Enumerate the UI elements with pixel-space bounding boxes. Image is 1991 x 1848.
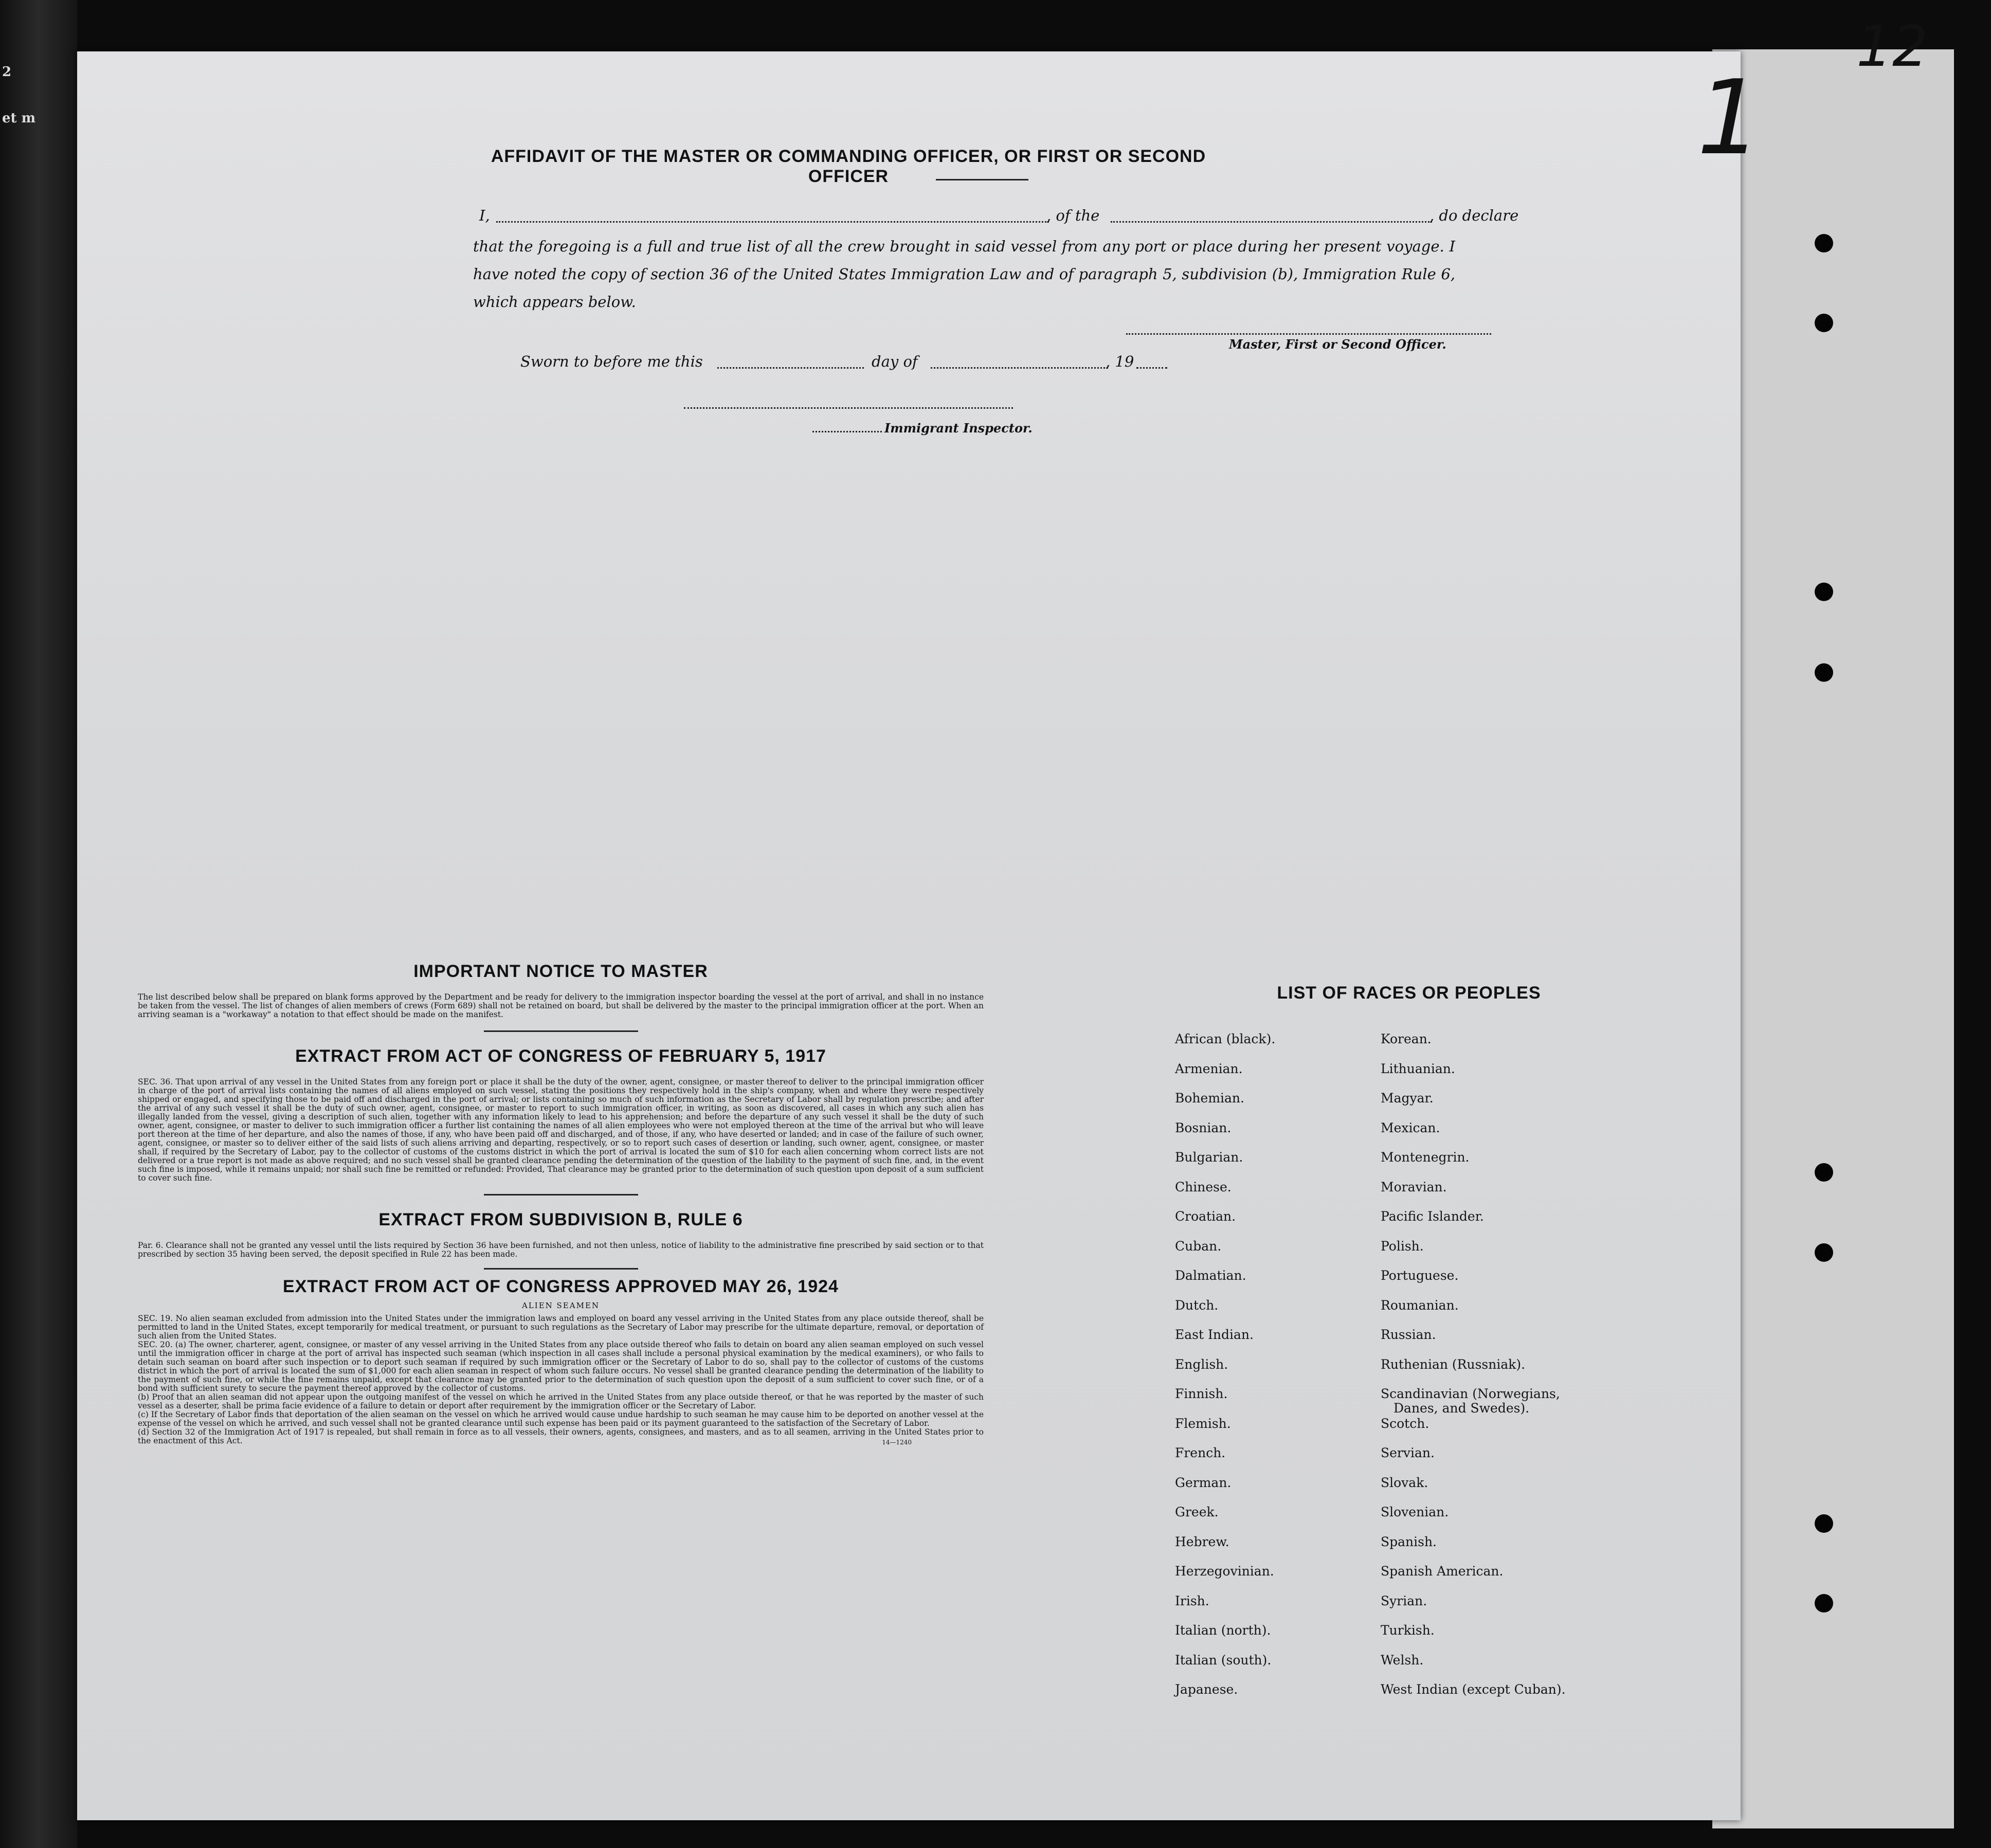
race-item: Syrian. [1381, 1593, 1427, 1608]
race-item: Japanese. [1175, 1682, 1238, 1697]
race-item: Ruthenian (Russniak). [1381, 1356, 1526, 1372]
inspector-signature-line [684, 407, 1013, 409]
race-item: Bosnian. [1175, 1120, 1232, 1135]
section-rule [484, 1194, 638, 1195]
race-item: Welsh. [1381, 1652, 1424, 1668]
race-item: Italian (north). [1175, 1623, 1271, 1638]
race-item: Pacific Islander. [1381, 1209, 1484, 1224]
punch-hole [1815, 1514, 1833, 1533]
section-rule [484, 1030, 638, 1032]
race-item: Greek. [1175, 1505, 1219, 1519]
race-item: Herzegovinian. [1175, 1564, 1274, 1579]
race-item: Mexican. [1381, 1120, 1440, 1135]
extract-rule6-title: EXTRACT FROM SUBDIVISION B, RULE 6 [378, 1210, 743, 1229]
sec20d-text: (d) Section 32 of the Immigration Act of 1917 is repealed, but shall remain in force as to all vessels, their owners, agents, consignees, and masters, and as to all seamen, arriving in the United States prior to the enactment of this Act. [138, 1427, 984, 1445]
race-item: Bulgarian. [1175, 1150, 1243, 1165]
race-item: Finnish. [1175, 1386, 1228, 1401]
race-item: Italian (south). [1175, 1652, 1272, 1668]
race-item: Croatian. [1175, 1209, 1236, 1224]
race-item: Armenian. [1175, 1061, 1243, 1076]
year-prefix: , 19 [1106, 353, 1134, 370]
race-item: Slovenian. [1381, 1505, 1449, 1519]
section-rule [484, 1268, 638, 1270]
underlying-page [1712, 13, 1954, 1828]
race-item: Russian. [1381, 1327, 1436, 1342]
document-page [77, 51, 1763, 1820]
race-item: Hebrew. [1175, 1534, 1229, 1549]
punch-hole [1815, 583, 1833, 601]
inspector-caption: Immigrant Inspector. [884, 421, 1033, 436]
race-item: Scandinavian (Norwegians, [1381, 1386, 1560, 1401]
race-item: Irish. [1175, 1593, 1209, 1608]
race-item: Cuban. [1175, 1238, 1222, 1254]
inspector-caption-lead [812, 431, 882, 432]
affidavit-i: I, [479, 207, 490, 224]
notices-column [138, 962, 984, 1447]
affidavit-title: AFFIDAVIT OF THE MASTER OR COMMANDING OFFICER, OR FIRST OR SECOND OFFICER [491, 147, 1206, 186]
margin-mark: 2 [2, 64, 12, 80]
punch-hole [1815, 314, 1833, 332]
race-item: Roumanian. [1381, 1297, 1459, 1313]
race-item: Flemish. [1175, 1416, 1231, 1431]
extract-1917-title: EXTRACT FROM ACT OF CONGRESS OF FEBRUARY 5, 1917 [295, 1046, 826, 1066]
punch-hole [1815, 1594, 1833, 1613]
master-signature-line [1126, 333, 1491, 335]
race-item: Portuguese. [1381, 1268, 1459, 1283]
punch-hole [1815, 1243, 1833, 1262]
race-item: Slovak. [1381, 1475, 1428, 1490]
sworn-prefix: Sworn to before me this [520, 353, 703, 370]
month-blank [931, 367, 1108, 369]
races-title: LIST OF RACES OR PEOPLES [1277, 983, 1541, 1003]
sec20b-text: (b) Proof that an alien seaman did not appear upon the outgoing manifest of the vessel on which he arrived in the United States from any place outside thereof, or that he was reported by the master of such vessel as a deserter, shall be prima facie evidence of a failure to detain or deport after requirement by the immigration officer or the Secretary of Labor. [138, 1392, 984, 1410]
race-item: Danes, and Swedes). [1393, 1401, 1530, 1416]
sec19-text: SEC. 19. No alien seaman excluded from admission into the United States under the immigration laws and employed on board any vessel arriving in the United States from any place outside thereof, shall be permitted to land in the United States, except temporarily for medical treatment, or pursuant to such regulations as the Secretary of Labor may prescribe for the ultimate departure, removal, or deportation of such alien from the United States. [138, 1314, 984, 1340]
notice-title: IMPORTANT NOTICE TO MASTER [413, 962, 708, 981]
corner-number: 1 [1697, 58, 1763, 178]
affidavit-declare: , do declare [1429, 207, 1519, 224]
race-item: Moravian. [1381, 1179, 1447, 1194]
punch-hole [1815, 1163, 1833, 1182]
race-item: Servian. [1381, 1445, 1435, 1460]
race-item: Scotch. [1381, 1416, 1429, 1431]
race-item: Montenegrin. [1381, 1150, 1470, 1165]
race-item: French. [1175, 1445, 1226, 1460]
race-item: Chinese. [1175, 1179, 1232, 1194]
race-item: Magyar. [1381, 1091, 1434, 1106]
punch-hole [1815, 234, 1833, 252]
extract-1924-subtitle: ALIEN SEAMEN [521, 1301, 600, 1310]
master-caption: Master, First or Second Officer. [1229, 337, 1446, 352]
race-item: Spanish. [1381, 1534, 1437, 1549]
sec20a-text: SEC. 20. (a) The owner, charterer, agent, consignee, or master of any vessel arriving in the United States from any place outside thereof who fails to detain on board any alien seaman employed on such vessel until the immigration officer in charge at the port of arrival has inspected such seaman (which inspection in all cases shall include a personal physical examination by the medical examiners), or who fails to detain such seaman on board after such inspection or to deport such seaman if required by such immigration officer or the Secretary of Labor to do so, shall pay to the collector of customs of the customs district in which the port of arrival is located the sum of $1,000 for each alien seaman in respect of whom such failure occurs. No vessel shall be granted clearance pending the determination of the liability to the payment of such fine, or while the fine remains unpaid, except that clearance may be granted prior to the determination of such question upon the deposit of a sum sufficient to cover such fine, or of a bond with sufficient surety to secure the payment thereof approved by the collector of customs. [138, 1340, 984, 1393]
vessel-blank [1111, 221, 1432, 223]
affidavit-body: that the foregoing is a full and true list of all the crew brought in said vessel from any port or place during her present voyage. I have noted the copy of section 36 of the United States Immigration Law and of paragraph 5, subdivision (b), Immigration Rule 6, which appears below. [473, 238, 1455, 311]
extract-1924-title: EXTRACT FROM ACT OF CONGRESS APPROVED MAY 26, 1924 [283, 1277, 839, 1296]
page-number: 12 [1856, 13, 1928, 79]
race-item: African (black). [1175, 1031, 1276, 1046]
sec20c-text: (c) If the Secretary of Labor finds that deportation of the alien seaman on the vessel on which he arrived would cause undue hardship to such seaman he may cause him to be deported on another vessel at the expense of the vessel on which he arrived, and such vessel shall not be granted clearance until such expense has been paid or its payment guaranteed to the satisfaction of the Secretary of Labor. [138, 1410, 984, 1428]
margin-mark: et m [2, 111, 36, 126]
race-item: Polish. [1381, 1238, 1424, 1254]
race-item: West Indian (except Cuban). [1381, 1682, 1566, 1697]
day-blank [717, 367, 864, 369]
race-item: Dutch. [1175, 1297, 1219, 1313]
name-blank [496, 221, 1049, 223]
race-item: Spanish American. [1381, 1564, 1504, 1579]
left-page-edge [0, 0, 77, 1848]
form-number: 14—1240 [882, 1439, 912, 1446]
affidavit-of-the: , of the [1046, 207, 1100, 224]
race-item: Korean. [1381, 1031, 1432, 1046]
race-item: Lithuanian. [1381, 1061, 1455, 1076]
race-item: German. [1175, 1475, 1232, 1490]
race-item: Turkish. [1381, 1623, 1435, 1638]
year-blank [1136, 367, 1167, 369]
title-rule [936, 179, 1028, 180]
extract-rule6-body: Par. 6. Clearance shall not be granted any vessel until the lists required by Section 36 have been furnished, and not then unless, notice of liability to the administrative fine prescribed by said section or to that prescribed by section 35 having been served, the deposit specified in Rule 22 has been made. [138, 1241, 984, 1259]
punch-hole [1815, 663, 1833, 682]
extract-1917-body: SEC. 36. That upon arrival of any vessel in the United States from any foreign port or place it shall be the duty of the owner, agent, consignee, or master thereof to deliver to the principal immigration officer in charge of the port of arrival lists containing the names of all aliens employed on such vessel, stating the positions they respectively hold in the ship's company, when and where they were respectively shipped or engaged, and specifying those to be paid off and discharged in the port of arrival; or lists containing so much of such information as the Secretary of Labor shall by regulation prescribe; and after the arrival of any such vessel it shall be the duty of such owner, agent, consignee, or master to report to such immigration officer, in writing, as soon as discovered, all cases in which any such alien has illegally landed from the vessel, giving a description of such alien, together with any information likely to lead to his apprehension; and before the departure of any such vessel it shall be the duty of such owner, agent, consignee, or master to deliver to such immigration officer a further list containing the names of all alien employees who were not employed thereon at the time of the arrival but who will leave port thereon at the time of her departure, and also the names of those, if any, who have been paid off and discharged, and of those, if any, who have deserted or landed; and in case of the failure of such owner, agent, consignee, or master so to deliver either of the said lists of such aliens arriving and departing, respectively, or so to report such cases of desertion or landing, such owner, agent, consignee, or master shall, if required by the Secretary of Labor, pay to the collector of customs of the customs district in which the port of arrival is located the sum of $10 for each alien concerning whom correct lists are not delivered or a true report is not made as above required; and no such vessel shall be granted clearance pending the determination of the question of the liability to the payment of such fine, and, in the event such fine is imposed, while it remains unpaid; nor shall such fine be remitted or refunded: Provided, That clearance may be granted prior to the determination of such question upon deposit of a sum sufficient to cover such fine. [138, 1077, 984, 1183]
race-item: East Indian. [1175, 1327, 1254, 1342]
notice-body: The list described below shall be prepared on blank forms approved by the Department and be ready for delivery to the immigration inspector boarding the vessel at the port of arrival, and shall in no instance be taken from the vessel. The list of changes of alien members of crews (Form 689) shall not be retained on board, but shall be delivered by the master to the principal immigration officer at the port. When an arriving seaman is a "workaway" a notation to that effect should be made on the manifest. [138, 992, 984, 1019]
race-item: Bohemian. [1175, 1091, 1244, 1106]
race-item: English. [1175, 1356, 1228, 1372]
day-of: day of [872, 353, 918, 370]
race-item: Dalmatian. [1175, 1268, 1246, 1283]
